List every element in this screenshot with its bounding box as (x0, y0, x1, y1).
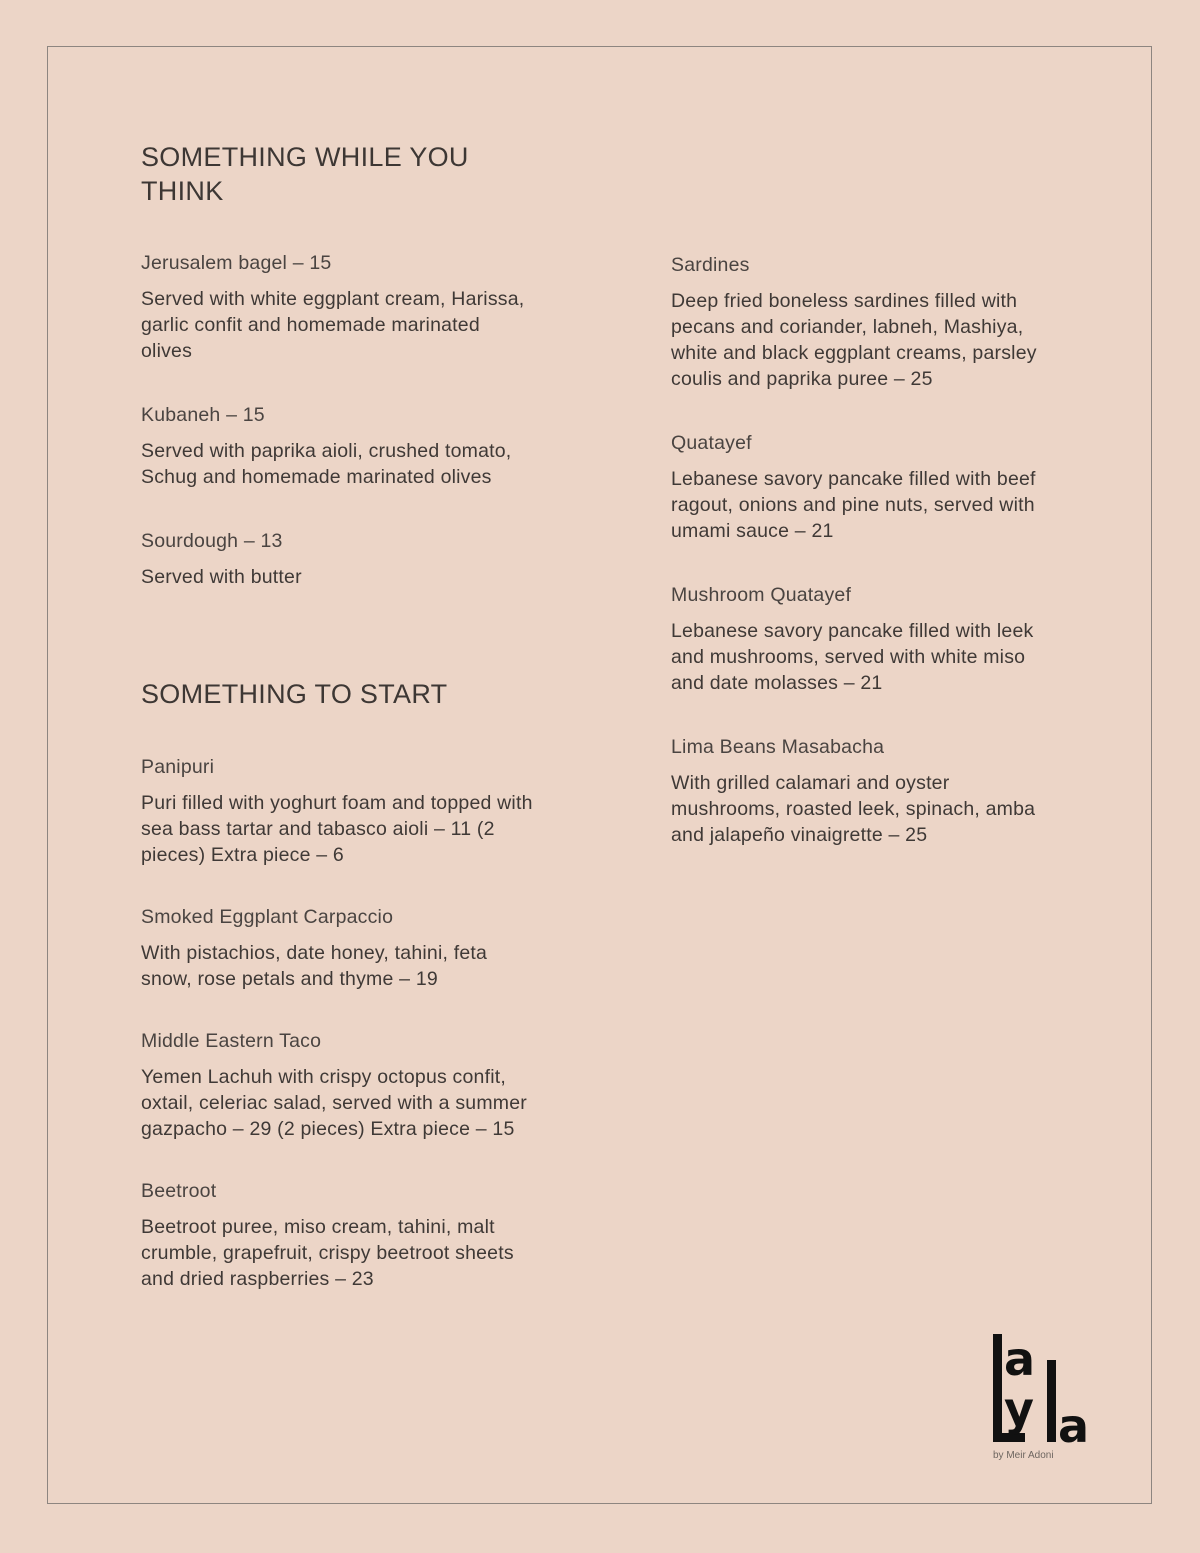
menu-item (671, 252, 1061, 392)
menu-item (671, 734, 1061, 848)
menu-item-description: Beetroot puree, miso cream, tahini, malt crumble, grapefruit, crispy beetroot sheets and dried raspberries – 23 (141, 1216, 514, 1290)
menu-item-name: Sourdough – 13 (141, 530, 283, 552)
menu-item (141, 904, 536, 992)
menu-item (141, 528, 536, 590)
menu-item-description: Lebanese savory pancake filled with beef ragout, onions and pine nuts, served with umami sauce – 21 (671, 468, 1036, 542)
menu-item (141, 250, 536, 364)
menu-item-description: Deep fried boneless sardines filled with pecans and coriander, labneh, Mashiya, white and black eggplant creams, parsley coulis and paprika puree – 25 (671, 290, 1037, 390)
menu-item-description: With pistachios, date honey, tahini, feta snow, rose petals and thyme – 19 (141, 942, 488, 990)
menu-item-description: Served with butter (141, 566, 302, 588)
menu-item (141, 1178, 536, 1292)
right-column (671, 252, 1071, 886)
to-start-list (141, 754, 536, 1328)
section-title-while-you-think: SOMETHING WHILE YOU THINK (141, 142, 469, 206)
menu-item-name: Smoked Eggplant Carpaccio (141, 906, 394, 928)
menu-item (671, 582, 1061, 696)
svg-text:a: a (1058, 1399, 1090, 1453)
menu-item-description: Yemen Lachuh with crispy octopus confit, oxtail, celeriac salad, served with a summer gazpacho – 29 (2 pieces) Extra piece – 15 (141, 1066, 527, 1140)
menu-item (671, 430, 1061, 544)
layla-logo (991, 1330, 1101, 1465)
while-you-think-list (141, 250, 536, 628)
menu-item-name: Kubaneh – 15 (141, 404, 265, 426)
menu-item-description: Puri filled with yoghurt foam and topped with sea bass tartar and tabasco aioli – 11 (2 pieces) Extra piece – 6 (141, 792, 533, 866)
menu-item-name: Sardines (671, 254, 750, 276)
menu-item-description: Served with paprika aioli, crushed tomato, Schug and homemade marinated olives (141, 440, 512, 488)
menu-item-name: Lima Beans Masabacha (671, 736, 885, 758)
menu-item-name: Jerusalem bagel – 15 (141, 252, 332, 274)
menu-item-description: Lebanese savory pancake filled with leek and mushrooms, served with white miso and date molasses – 21 (671, 620, 1034, 694)
menu-item-name: Quatayef (671, 432, 752, 454)
menu-item-name: Beetroot (141, 1180, 217, 1202)
section-title-to-start: SOMETHING TO START (141, 679, 448, 709)
svg-text:a: a (1004, 1332, 1036, 1386)
menu-item (141, 1028, 536, 1142)
svg-text:y: y (1004, 1382, 1034, 1436)
menu-item (141, 754, 536, 868)
logo-tagline: by Meir Adoni (993, 1450, 1054, 1461)
menu-item-name: Mushroom Quatayef (671, 584, 852, 606)
menu-item-name: Panipuri (141, 756, 215, 778)
menu-item-description: With grilled calamari and oyster mushrooms, roasted leek, spinach, amba and jalapeño vinaigrette – 25 (671, 772, 1036, 846)
menu-item-name: Middle Eastern Taco (141, 1030, 322, 1052)
menu-item (141, 402, 536, 490)
menu-item-description: Served with white eggplant cream, Harissa, garlic confit and homemade marinated olives (141, 288, 525, 362)
